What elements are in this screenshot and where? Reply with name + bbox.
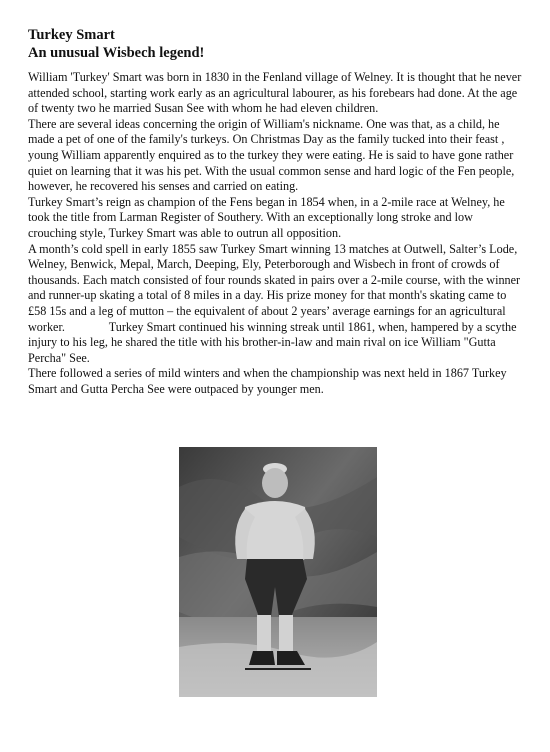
paragraph-streak: Turkey Smart continued his winning streak until 1861, when, hampered by a scythe injury to his leg, he shared the title with his brother-in-law and main rival on ice William "Gutta Percha" See. [28, 319, 517, 365]
paragraph-cold-spell: A month’s cold spell in early 1855 saw Turkey Smart winning 13 matches at Outwell, Salter’s Lode, Welney, Benwick, Mepal, March, Deeping, Ely, Peterborough and Wisbech in front of crowds of thousands. Each match consisted of four rounds skated in pairs over a 2-mile course, with the winner and runner-up skating a total of 8 miles in a day. His prize money for that month's skating came to £58 15s and a leg of mutton – the equivalent of about 2 years’ average earnings for an agricultural worker. [28, 241, 521, 334]
paragraph-reign: Turkey Smart’s reign as champion of the Fens began in 1854 when, in a 2-mile race at Welney, he took the title from Larman Register of Southery. With an exceptionally long stroke and low crouching style, Turkey Smart was able to outrun all opposition. [28, 194, 505, 240]
article-body [28, 70, 524, 397]
skater-portrait-image [179, 447, 377, 697]
article [28, 26, 524, 397]
paragraph-birth: William 'Turkey' Smart was born in 1830 in the Fenland village of Welney. It is thought that he never attended school, starting work early as an agricultural labourer, as his forebears had done. At the age of twenty two he married Susan See with whom he had eleven children. [28, 70, 522, 116]
article-title: Turkey Smart [28, 27, 115, 43]
paragraph-nickname: There are several ideas concerning the origin of William's nickname. One was that, as a child, he made a pet of one of the family's turkeys. On Christmas Day as the family tucked into their feast , young William apparently enquired as to the turkey they were eating. He is said to have gone rather quiet on learning that it was his pet. With the usual common sense and hard logic of the Fen people, however, he recovered his senses and carried on eating. [28, 116, 515, 194]
paragraph-decline: There followed a series of mild winters and when the championship was next held in 1867 Turkey Smart and Gutta Percha See were outpaced by younger men. [28, 366, 507, 396]
portrait-photo [179, 447, 377, 697]
article-subtitle: An unusual Wisbech legend! [28, 45, 205, 61]
